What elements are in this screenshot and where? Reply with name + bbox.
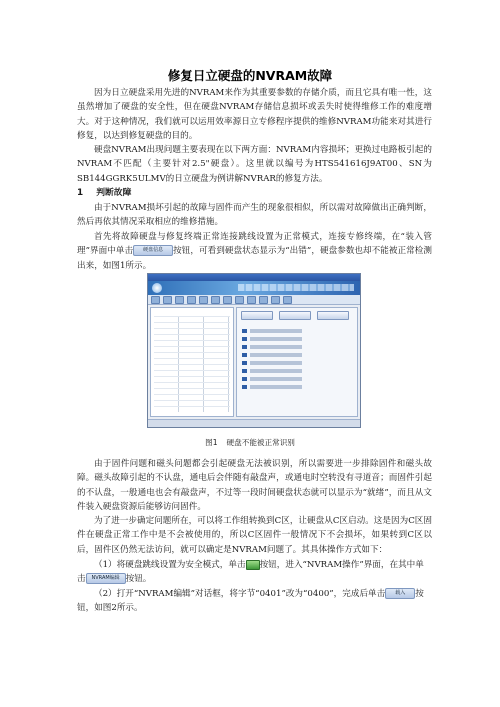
nvram-tool-icon	[246, 560, 260, 570]
section-heading	[77, 185, 131, 198]
fig-banner	[148, 281, 360, 295]
fig-logo-icon	[152, 283, 162, 293]
document-title: 修复日立硬盘的NVRAM故障	[167, 68, 333, 83]
intro-paragraph-1: 因为日立硬盘采用先进的NVRAM来作为其重要参数的存储介质，而且它具有唯一性，这虽然增加了硬盘的安全性，但在硬盘NVRAM存储信息损坏或丢失时使得维修工作的难度增大。对于这种情况，我们就可以运用效率源日立专修程序提供的维修NVRAM功能来对其进行修复，以达到修复硬盘的目的。	[77, 88, 432, 142]
disk-info-button-icon: 硬盘信息	[133, 245, 173, 256]
fig-status-row	[242, 385, 352, 389]
section-number: 1	[77, 188, 84, 198]
step2-text-c: 按钮，如图2所示。	[77, 589, 424, 614]
figure-1-caption	[0, 437, 500, 448]
fig-panel-button	[241, 311, 273, 320]
caption-number: 图1	[205, 438, 218, 447]
fig-tool-icon	[163, 296, 172, 304]
intro-paragraph-2: 硬盘NVRAM出现问题主要表现在以下两方面：NVRAM内容损坏；更换过电路板引起的NVRAM不匹配（主要针对2.5"硬盘）。这里就以编号为HTS541616J9AT00、SN为SB144GGRK5ULMV的日立硬盘为例讲解NVRAR的修复方法。	[77, 145, 432, 184]
para2-text-before: 首先将故障硬盘与修复终端正常连接跳线设置为正常模式，连接专修终端，在“装入管理”界面中单击	[77, 232, 432, 257]
fig-toolbar	[148, 295, 360, 305]
fig-tool-icon	[151, 296, 160, 304]
section-paragraph-2	[77, 230, 432, 273]
step1-text-b: 按钮，进入“NVRAM操作”界面，在其中单击	[77, 560, 424, 585]
fig-status-rows	[237, 323, 357, 395]
step1-text-c: 按钮。	[125, 574, 152, 585]
fig-panel-button	[317, 311, 349, 320]
load-button-icon: 载入	[385, 588, 415, 599]
figure-1-screenshot	[147, 273, 361, 428]
fig-tool-icon	[187, 296, 196, 304]
nvram-edit-button-icon: NVRAM编辑	[86, 573, 126, 584]
fig-status-panel	[236, 307, 358, 417]
fig-tool-icon	[259, 296, 268, 304]
fig-window-titlebar	[148, 274, 360, 281]
fig-panel-button	[279, 311, 311, 320]
fig-tool-icon	[283, 296, 292, 304]
para2-text-after: 按钮，可看到硬盘状态显示为“出错”，硬盘参数也却不能被正常检测出来，如图1所示。	[77, 246, 432, 271]
fig-status-row	[242, 329, 352, 333]
fig-status-row	[242, 369, 352, 373]
caption-text: 硬盘不能被正常识别	[226, 438, 295, 447]
fig-tool-icon	[271, 296, 280, 304]
step-2	[77, 587, 432, 616]
fig-body	[148, 305, 360, 419]
step1-text-a: （1）将硬盘跳线设置为安全模式，单击	[94, 560, 246, 570]
fig-status-row	[242, 337, 352, 341]
step2-text-a: （2）打开“NVRAM编辑”对话框，将字节“0401”改为“0400”，完成后单击	[94, 589, 386, 599]
fig-tool-icon	[223, 296, 232, 304]
body-paragraph-3: 由于固件问题和磁头问题都会引起硬盘无法被识别，所以需要进一步排除固件和磁头故障。磁头故障引起的不认盘，通电后会伴随有敲盘声，或通电时空转没有寻道音；而固件引起的不认盘，一般通电也会有敲盘声，不过等一段时间硬盘状态就可以显示为“就绪”，而且从文件装入硬盘资源后能够访问固件。	[77, 459, 432, 513]
fig-tool-icon	[175, 296, 184, 304]
fig-status-row	[242, 345, 352, 349]
step-1	[77, 558, 432, 587]
fig-banner-text	[238, 284, 354, 291]
fig-panel-buttons	[237, 308, 357, 323]
fig-tool-icon	[211, 296, 220, 304]
fig-tool-icon	[199, 296, 208, 304]
fig-status-row	[242, 353, 352, 357]
fig-tool-icon	[247, 296, 256, 304]
fig-register-grid	[154, 316, 230, 412]
fig-status-row	[242, 361, 352, 365]
fig-register-panel	[150, 307, 234, 417]
body-paragraph-4: 为了进一步确定问题所在，可以将工作组转换到C区，让硬盘从C区启动。这是因为C区固件在硬盘正常工作中是不会被使用的，所以C区固件一般情况下不会损坏，如果转到C区以后，固件区仍然无法访问，就可以确定是NVRAM问题了。其具体操作方式如下：	[77, 516, 432, 555]
fig-tool-icon	[235, 296, 244, 304]
section-paragraph-1: 由于NVRAM损坏引起的故障与固件而产生的现象很相似，所以需对故障做出正确判断，然后再依其情况采取相应的维修措施。	[77, 203, 432, 228]
fig-status-row	[242, 377, 352, 381]
section-title: 判断故障	[96, 188, 132, 198]
fig-statusbar	[148, 419, 360, 427]
